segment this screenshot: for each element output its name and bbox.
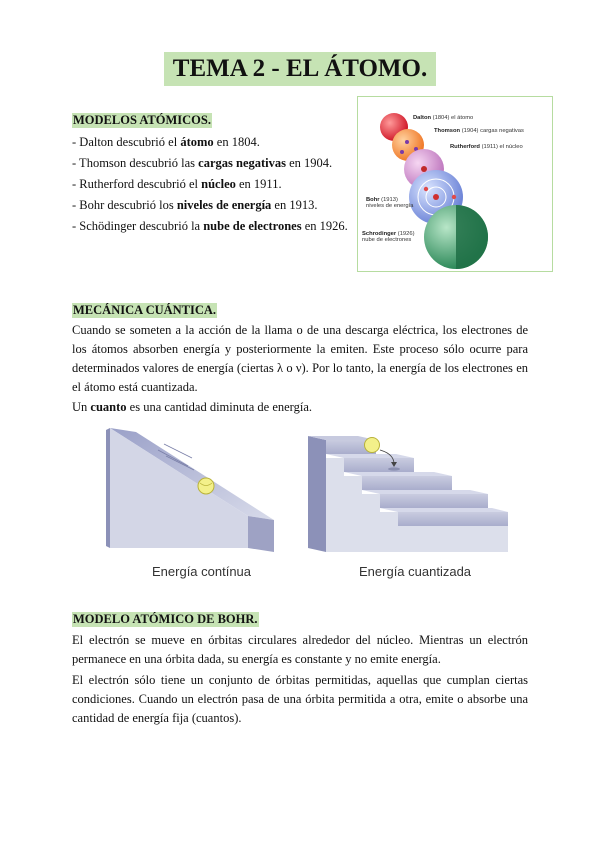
model-item-bohr: - Bohr descubrió los niveles de energía en 1913.: [72, 198, 318, 212]
model-item-dalton: - Dalton descubrió el átomo en 1804.: [72, 135, 260, 149]
caption-energia-cuantizada: Energía cuantizada: [359, 564, 472, 579]
model-item-thomson: - Thomson descubrió las cargas negativas en 1904.: [72, 156, 333, 170]
section-heading-mecanica: MECÁNICA CUÁNTICA.: [73, 303, 217, 317]
atomic-models-illustration: [358, 97, 554, 273]
ramp-shape: [106, 428, 274, 552]
bohr-paragraph-1: El electrón se mueve en órbitas circulares alrededor del núcleo. Mientras un electrón permanece en una órbita dada, su energía es constante y no emite energía.: [72, 633, 528, 666]
atom-label-thomson: Thomson (1904) cargas negativas: [434, 128, 524, 134]
section-heading-bohr: MODELO ATÓMICO DE BOHR.: [73, 612, 258, 626]
atom-label-bohr: Bohr (1913) niveles de energía: [366, 197, 414, 209]
model-item-schodinger: - Schödinger descubrió la nube de electrones en 1926.: [72, 219, 348, 233]
caption-energia-continua: Energía contínua: [152, 564, 252, 579]
stairs-shape: [308, 436, 508, 552]
atom-label-schrodinger: Schrodinger (1926) nube de electrones: [362, 231, 415, 243]
atom-label-rutherford: Rutherford (1911) el núcleo: [450, 144, 523, 150]
model-item-rutherford: - Rutherford descubrió el núcleo en 1911.: [72, 177, 282, 191]
energy-illustration: [96, 428, 516, 558]
atomic-models-figure: [357, 96, 553, 272]
mecanica-paragraph-1: Cuando se someten a la acción de la llama o de una descarga eléctrica, los electrones de los átomos absorben energía y posteriormente la emiten. Este proceso sólo ocurre para determinados valores de energía (ciertas λ o ν). Por lo tanto, la energía de los electrones en el átomo está cuantizada.: [72, 323, 528, 394]
ramp-ball: [198, 478, 214, 494]
page-title: TEMA 2 - EL ÁTOMO.: [164, 52, 436, 86]
bohr-paragraph-2: El electrón sólo tiene un conjunto de órbitas permitidas, aquellas que cumplan ciertas condiciones. Cuando un electrón pasa de una órbita permitida a otra, emite o absorbe una cantidad de energía fija (cuantos).: [72, 673, 528, 725]
section-heading-modelos: MODELOS ATÓMICOS.: [73, 113, 211, 127]
atom-label-dalton: Dalton (1804) el átomo: [413, 115, 474, 121]
mecanica-paragraph-2: Un cuanto es una cantidad diminuta de energía.: [72, 400, 312, 414]
stairs-ball: [365, 438, 380, 453]
